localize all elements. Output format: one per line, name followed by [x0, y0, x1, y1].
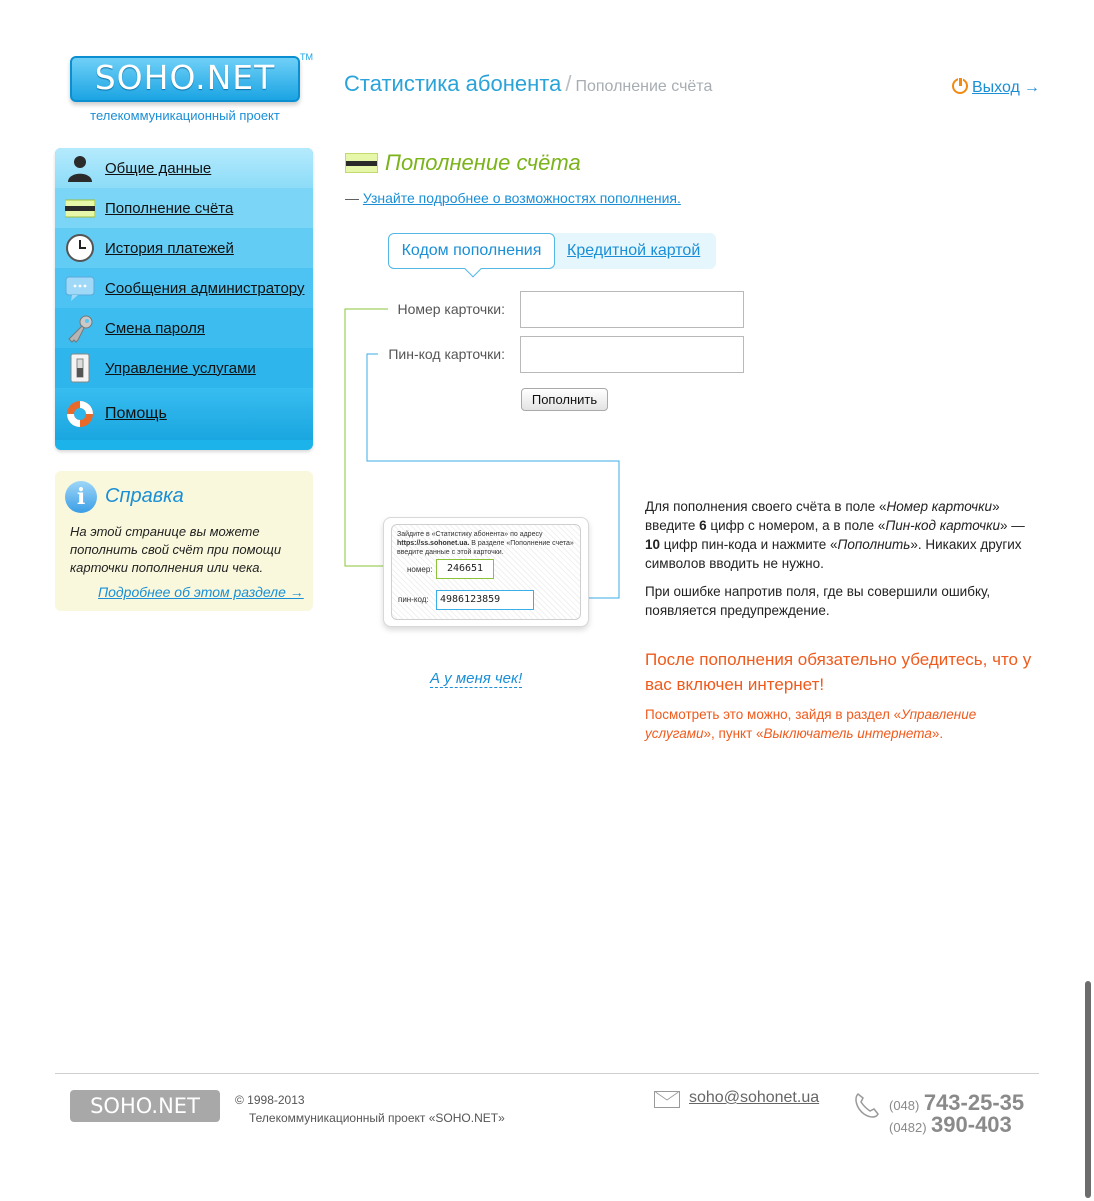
internet-warning: После пополнения обязательно убедитесь, что у вас включен интернет! — [645, 650, 1032, 694]
text: » — — [1000, 518, 1025, 533]
sidebar-item-label[interactable]: Смена пароля — [105, 319, 205, 337]
card-pin-input[interactable] — [520, 336, 744, 373]
mail-icon — [654, 1091, 680, 1108]
footer-copyright — [235, 1091, 505, 1127]
text: Номер карточки — [886, 499, 993, 514]
card-text-1: Зайдите в «Статистику абонента» по адресу — [397, 531, 543, 538]
phone-1-number: 743-25-35 — [923, 1090, 1025, 1115]
card-pin-sample: 4986123859 — [436, 590, 534, 610]
text: Для пополнения своего счёта в поле « — [645, 499, 887, 514]
text: Пополнить — [837, 537, 911, 552]
logo-text: SOHO.NET — [94, 58, 276, 97]
page-title: Статистика абонента — [344, 71, 562, 96]
help-title: Справка — [105, 485, 184, 507]
card-number-input[interactable] — [520, 291, 744, 328]
card-pin-caption: пин-код: — [398, 595, 429, 604]
text: 10 — [645, 537, 661, 552]
sidebar-item-label[interactable]: История платежей — [105, 239, 234, 257]
logo-trademark: TM — [300, 52, 313, 62]
logout-link[interactable]: Выход — [972, 79, 1020, 96]
scrollbar[interactable] — [1085, 981, 1091, 1198]
card-number-caption: номер: — [407, 565, 433, 574]
sidebar-item-label[interactable]: Помощь — [105, 405, 167, 422]
breadcrumb-current: Пополнение счёта — [575, 78, 713, 95]
help-more-link[interactable]: Подробнее об этом разделе → — [98, 584, 304, 600]
section-title: Пополнение счёта — [385, 150, 581, 175]
text: ». — [931, 726, 944, 741]
sidebar-item-label[interactable]: Сообщения администратору — [105, 279, 305, 297]
help-text: На этой странице вы можете пополнить свой счёт при помощи карточки пополнения или чека. — [70, 524, 282, 575]
instructions-paragraph — [645, 497, 1040, 573]
arrow-right-icon: → — [1023, 79, 1040, 96]
phone-2-code: (0482) — [889, 1120, 927, 1135]
text: Пин-код карточки — [885, 518, 1001, 533]
logo-tagline: телекоммуникационный проект — [90, 108, 280, 123]
text: цифр пин-кода и нажмите « — [660, 537, 838, 552]
email-link[interactable]: soho@sohonet.ua — [689, 1089, 820, 1106]
text: Посмотреть это можно, зайдя в раздел « — [645, 707, 902, 722]
sidebar-item-label[interactable]: Пополнение счёта — [105, 199, 234, 217]
phone-2-number: 390-403 — [931, 1112, 1012, 1137]
card-text-3: В разделе «Пополнение счета» введите данные с этой карточки. — [397, 540, 574, 556]
project-name: Телекоммуникационный проект «SOHO.NET» — [249, 1111, 505, 1125]
text: цифр с номером, а в поле « — [706, 518, 886, 533]
phone-icon — [852, 1090, 882, 1120]
more-info-link[interactable]: Узнайте подробнее о возможностях пополнения. — [362, 190, 681, 206]
breadcrumb-separator: / — [565, 71, 572, 96]
tab-code[interactable]: Кодом пополнения — [388, 233, 555, 269]
text: 6 — [699, 518, 707, 533]
footer-divider — [55, 1073, 1039, 1074]
receipt-link[interactable]: А у меня чек! — [430, 670, 523, 687]
card-text-url: https://ss.sohonet.ua. — [397, 540, 470, 547]
internet-warning-hint — [645, 705, 1040, 743]
text: », пункт « — [703, 726, 764, 741]
copyright-years: © 1998-2013 — [235, 1093, 305, 1107]
phone-2 — [889, 1112, 1012, 1138]
phone-1-code: (048) — [889, 1098, 920, 1113]
text: Выключатель интернета — [763, 726, 932, 741]
sidebar-item-label[interactable]: Общие данные — [105, 159, 212, 177]
text: ». Никаких других символов вводить не нужно. — [645, 537, 1022, 571]
tab-credit-card[interactable]: Кредитной картой — [567, 242, 701, 259]
instructions — [645, 497, 1040, 629]
info-icon: i — [65, 481, 97, 513]
footer-logo: SOHO.NET — [70, 1090, 220, 1122]
card-number-label: Номер карточки: — [397, 301, 505, 317]
text: Управление услугами — [645, 707, 977, 741]
text: » введите — [645, 499, 1000, 533]
sidebar-item-label[interactable]: Управление услугами — [105, 359, 256, 377]
dash: — — [345, 190, 363, 206]
card-pin-label: Пин-код карточки: — [388, 346, 505, 362]
topup-button[interactable]: Пополнить — [521, 388, 608, 411]
card-number-sample: 246651 — [436, 559, 494, 579]
error-note: При ошибке напротив поля, где вы совершили ошибку, появляется предупреждение. — [645, 584, 991, 618]
card-instructions — [397, 530, 577, 557]
